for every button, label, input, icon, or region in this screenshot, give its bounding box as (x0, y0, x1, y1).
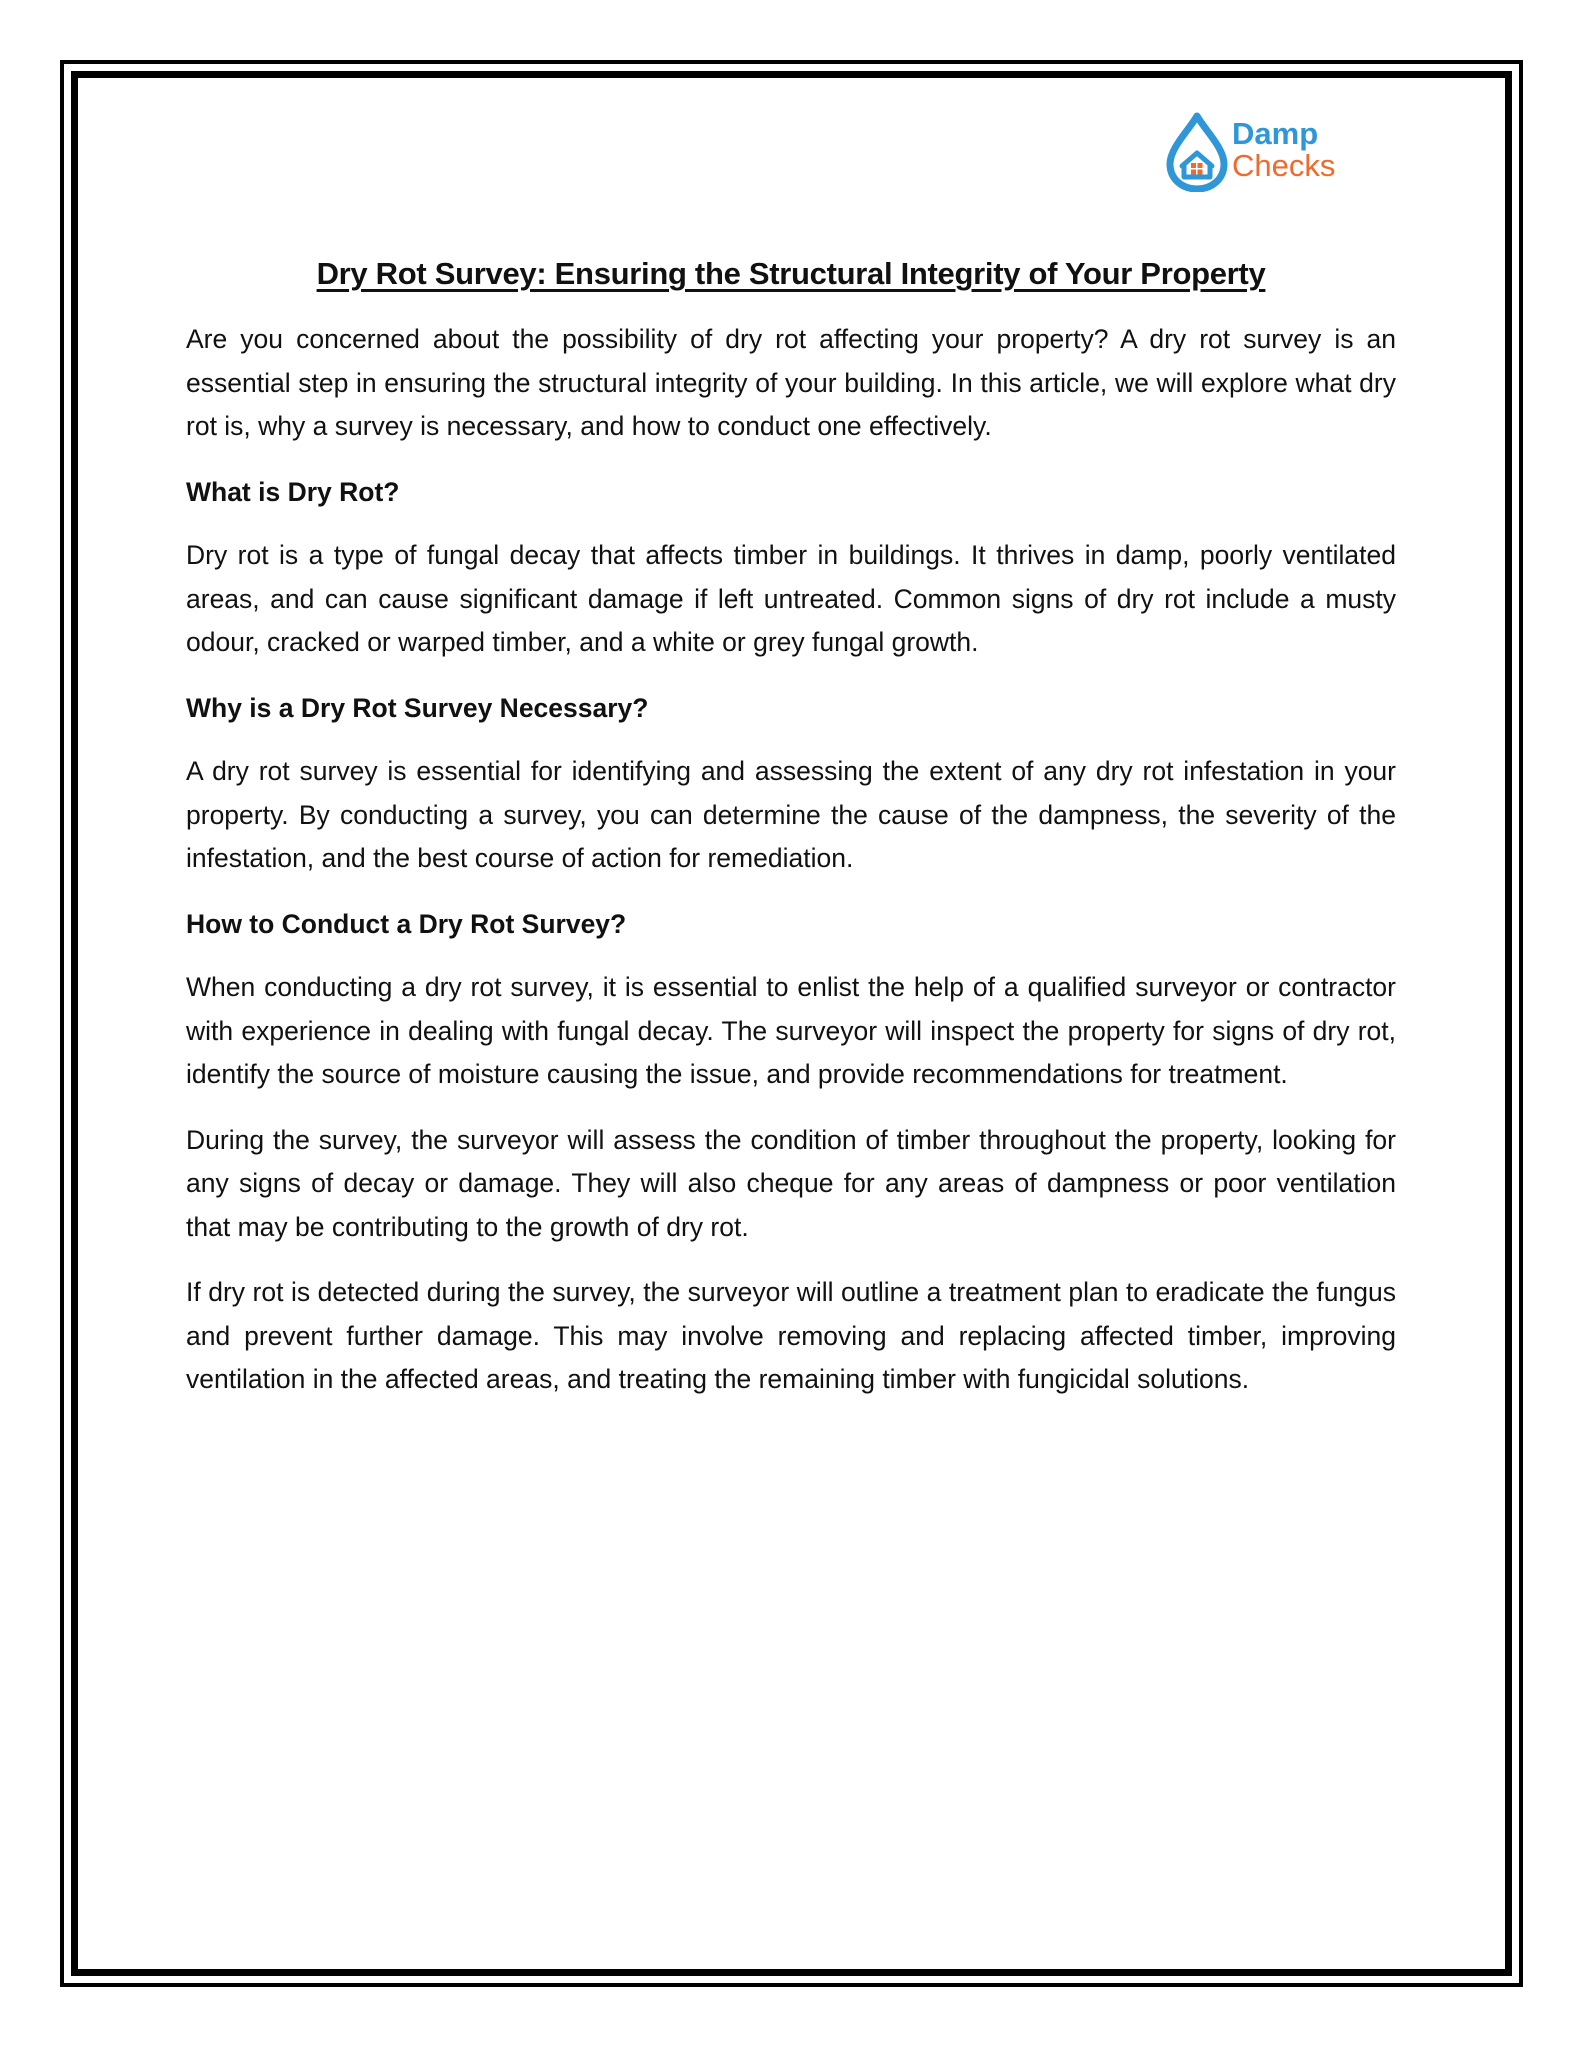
section-paragraph: When conducting a dry rot survey, it is essential to enlist the help of a qualified surveyor or contractor with experience in dealing with fungal decay. The surveyor will inspect the property for signs of dry rot, identify the source of moisture causing the issue, and provide recommendations for treatment. (186, 972, 1396, 1089)
logo-text-damp: Damp (1232, 116, 1319, 151)
section-paragraph: During the survey, the surveyor will assess the condition of timber throughout the property, looking for any signs of decay or damage. They will also cheque for any areas of dampness or poor ventilation that may be contributing to the growth of dry rot. (186, 1124, 1396, 1242)
section-paragraph: Dry rot is a type of fungal decay that affects timber in buildings. It thrives in damp, poorly ventilated areas, and can cause significant damage if left untreated. Common signs of dry rot include a musty odour, cracked or warped timber, and a white or grey fungal growth. (186, 540, 1396, 657)
section-paragraph: A dry rot survey is essential for identifying and assessing the extent of any dry rot infestation in your property. By conducting a survey, you can determine the cause of the dampness, the severity of the infestation, and the best course of action for remediation. (186, 756, 1396, 873)
damp-checks-logo (1162, 112, 1342, 192)
logo-wordmark (1232, 118, 1335, 182)
logo-text-checks: Checks (1232, 148, 1336, 183)
article-body (186, 256, 1396, 1424)
intro-paragraph: Are you concerned about the possibility of dry rot affecting your property? A dry rot survey is an essential step in ensuring the structural integrity of your building. In this article, we will explore what dry rot is, why a survey is necessary, and how to conduct one effectively. (186, 324, 1396, 441)
section-paragraph: If dry rot is detected during the survey, the surveyor will outline a treatment plan to eradicate the fungus and prevent further damage. This may involve removing and replacing affected timber, improving ventilation in the affected areas, and treating the remaining timber with fungicidal solutions. (186, 1277, 1396, 1394)
section-heading-why-survey: Why is a Dry Rot Survey Necessary? (186, 692, 649, 723)
article-title: Dry Rot Survey: Ensuring the Structural Integrity of Your Property (316, 256, 1266, 291)
section-heading-how-to-conduct: How to Conduct a Dry Rot Survey? (186, 908, 627, 939)
house-drop-icon (1162, 112, 1232, 192)
section-heading-what-is-dry-rot: What is Dry Rot? (186, 476, 400, 507)
